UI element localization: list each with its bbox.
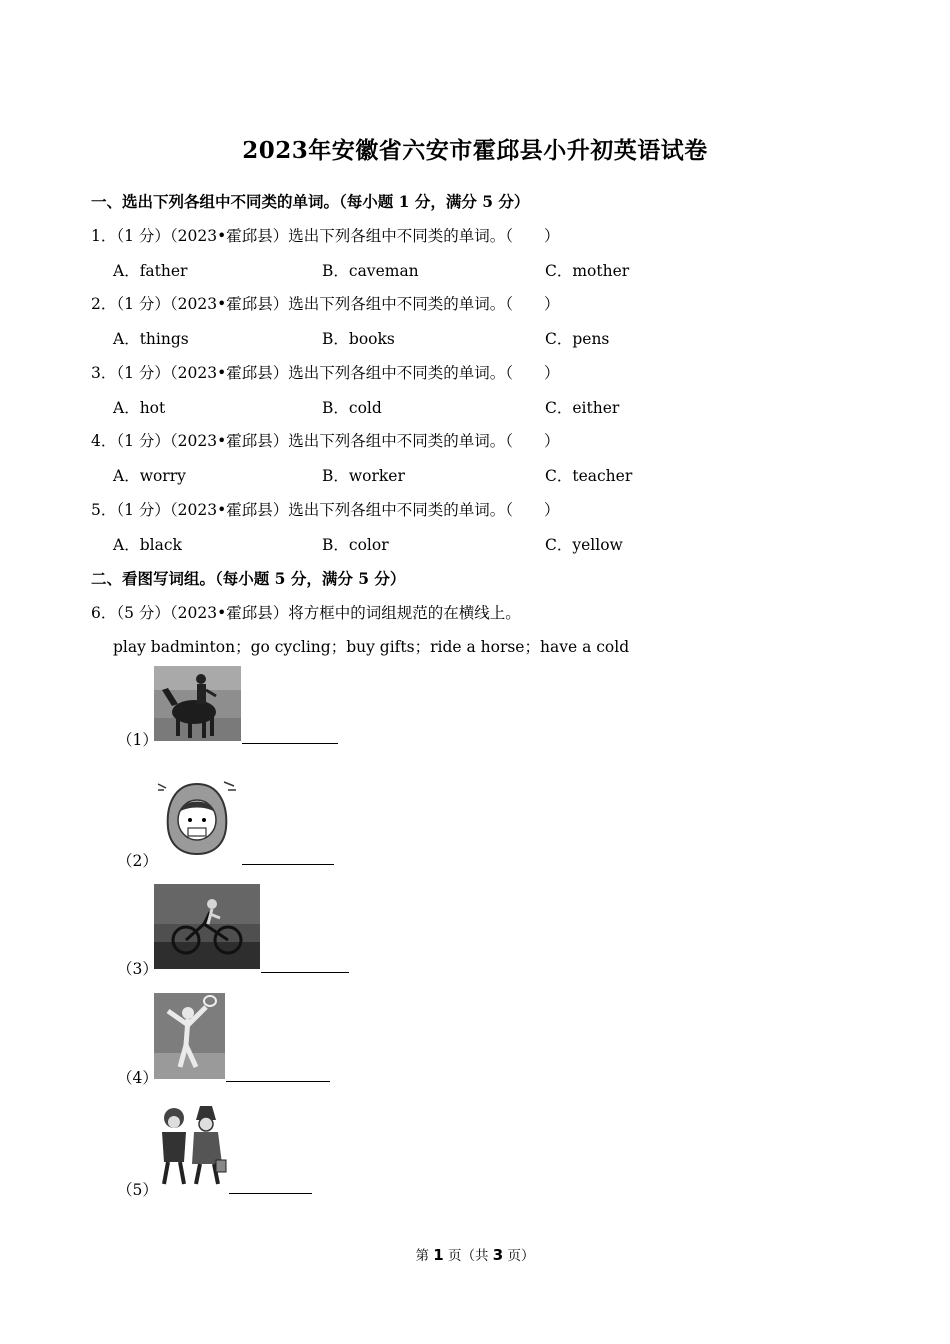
horse-rider-image <box>154 666 241 741</box>
page-footer <box>0 1244 950 1264</box>
question-1-option-b: B．caveman <box>322 262 419 280</box>
cyclist-image <box>154 884 260 969</box>
question-3-option-c: C．either <box>545 399 620 417</box>
question-5-option-c: C．yellow <box>545 536 623 554</box>
question-3-option-a: A．hot <box>113 399 166 417</box>
footer-prefix: 第 <box>415 1248 434 1264</box>
item-4-label: （4） <box>117 1069 158 1087</box>
item-5-answer-line[interactable] <box>229 1193 312 1194</box>
section-2-heading: 二、看图写词组。（每小题 5 分，满分 5 分） <box>91 569 406 588</box>
badminton-player-image <box>154 993 225 1079</box>
question-2: 2．（1 分）（2023•霍邱县）选出下列各组中不同类的单词。（ ） <box>91 295 560 313</box>
item-3-label: （3） <box>117 960 158 978</box>
child-with-cold-image <box>154 776 240 858</box>
page-title: 2023年安徽省六安市霍邱县小升初英语试卷 <box>242 137 708 164</box>
footer-middle: 页（共 <box>443 1248 493 1264</box>
question-4: 4．（1 分）（2023•霍邱县）选出下列各组中不同类的单词。（ ） <box>91 432 560 450</box>
question-2-option-b: B．books <box>322 330 395 348</box>
question-5-option-a: A．black <box>113 536 182 554</box>
total-pages: 3 <box>492 1246 504 1264</box>
item-4-answer-line[interactable] <box>226 1081 330 1082</box>
question-4-option-a: A．worry <box>113 467 186 485</box>
question-2-option-c: C．pens <box>545 330 610 348</box>
item-3-answer-line[interactable] <box>261 972 349 973</box>
question-3: 3．（1 分）（2023•霍邱县）选出下列各组中不同类的单词。（ ） <box>91 364 560 382</box>
item-1-label: （1） <box>117 731 158 749</box>
current-page: 1 <box>433 1246 444 1264</box>
item-2-label: （2） <box>117 852 158 870</box>
question-3-option-b: B．cold <box>322 399 382 417</box>
question-1: 1．（1 分）（2023•霍邱县）选出下列各组中不同类的单词。（ ） <box>91 227 560 245</box>
footer-suffix: 页） <box>503 1248 535 1264</box>
item-2-answer-line[interactable] <box>242 864 334 865</box>
question-6: 6．（5 分）（2023•霍邱县）将方框中的词组规范的在横线上。 <box>91 604 521 622</box>
shopping-children-image <box>154 1100 228 1190</box>
question-1-option-c: C．mother <box>545 262 630 280</box>
word-bank: play badminton；go cycling；buy gifts；ride a horse；have a cold <box>113 638 630 656</box>
item-5-label: （5） <box>117 1181 158 1199</box>
question-5-option-b: B．color <box>322 536 389 554</box>
question-4-option-c: C．teacher <box>545 467 633 485</box>
item-1-answer-line[interactable] <box>242 743 338 744</box>
question-4-option-b: B．worker <box>322 467 405 485</box>
question-1-option-a: A．father <box>113 262 188 280</box>
section-1-heading: 一、选出下列各组中不同类的单词。（每小题 1 分，满分 5 分） <box>91 192 530 211</box>
question-5: 5．（1 分）（2023•霍邱县）选出下列各组中不同类的单词。（ ） <box>91 501 560 519</box>
question-2-option-a: A．things <box>113 330 189 348</box>
